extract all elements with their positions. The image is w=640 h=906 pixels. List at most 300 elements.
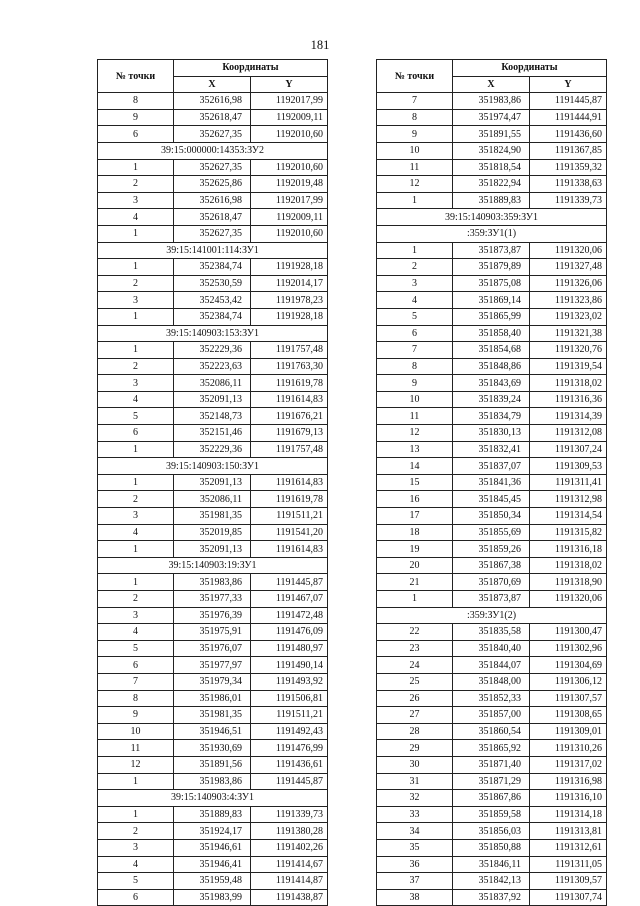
point-number-cell: 2 [98,358,174,375]
y-coordinate-cell: 1191320,06 [530,591,607,608]
x-coordinate-cell: 351976,39 [174,607,251,624]
y-coordinate-cell: 1191316,98 [530,773,607,790]
x-coordinate-cell: 352627,35 [174,159,251,176]
x-coordinate-cell: 351860,54 [453,723,530,740]
y-coordinate-cell: 1191445,87 [530,93,607,110]
y-coordinate-cell: 1191314,39 [530,408,607,425]
table-row [98,624,328,641]
point-number-cell: 33 [377,806,453,823]
point-number-cell: 1 [98,159,174,176]
y-coordinate-cell: 1191359,32 [530,159,607,176]
x-coordinate-cell: 351850,34 [453,508,530,525]
table-row [377,292,607,309]
x-coordinate-cell: 351891,56 [174,756,251,773]
y-coordinate-cell: 1191414,87 [251,873,328,890]
x-coordinate-cell: 351845,45 [453,491,530,508]
table-row [98,839,328,856]
table-row [377,707,607,724]
x-coordinate-cell: 351856,03 [453,823,530,840]
x-coordinate-cell: 351871,40 [453,756,530,773]
table-row [377,458,607,475]
x-coordinate-cell: 351981,35 [174,707,251,724]
table-row [98,657,328,674]
section-title: 39:15:141001:114:ЗУ1 [98,242,328,259]
y-coordinate-cell: 1191339,73 [530,192,607,209]
table-row [377,391,607,408]
point-number-cell: 1 [98,342,174,359]
x-coordinate-cell: 352086,11 [174,491,251,508]
point-number-cell: 4 [98,391,174,408]
point-number-cell: 22 [377,624,453,641]
x-coordinate-cell: 351986,01 [174,690,251,707]
point-number-cell: 12 [377,425,453,442]
y-coordinate-cell: 1191367,85 [530,142,607,159]
x-coordinate-cell: 351841,36 [453,474,530,491]
y-coordinate-cell: 1191327,48 [530,259,607,276]
y-coordinate-cell: 1191309,01 [530,723,607,740]
x-coordinate-cell: 351889,83 [453,192,530,209]
y-coordinate-cell: 1191506,81 [251,690,328,707]
x-coordinate-cell: 351946,51 [174,723,251,740]
x-coordinate-cell: 351858,40 [453,325,530,342]
table-row [98,176,328,193]
section-row [98,242,328,259]
point-number-cell: 4 [98,624,174,641]
y-coordinate-cell: 1191445,87 [251,773,328,790]
y-coordinate-cell: 1191490,14 [251,657,328,674]
y-coordinate-cell: 1191326,06 [530,275,607,292]
table-row [377,142,607,159]
table-row [377,690,607,707]
table-row [377,342,607,359]
point-number-cell: 1 [98,541,174,558]
y-coordinate-cell: 1191511,21 [251,508,328,525]
y-coordinate-cell: 1191438,87 [251,889,328,906]
table-row [377,673,607,690]
point-number-cell: 3 [98,607,174,624]
y-coordinate-cell: 1191300,47 [530,624,607,641]
x-coordinate-cell: 351852,33 [453,690,530,707]
x-coordinate-cell: 351946,41 [174,856,251,873]
x-coordinate-cell: 351873,87 [453,591,530,608]
y-coordinate-cell: 1191318,02 [530,557,607,574]
table-row [377,723,607,740]
x-coordinate-cell: 351981,35 [174,508,251,525]
y-coordinate-cell: 1191480,97 [251,640,328,657]
x-coordinate-cell: 351977,33 [174,591,251,608]
table-row [98,806,328,823]
point-number-cell: 21 [377,574,453,591]
x-coordinate-cell: 351822,94 [453,176,530,193]
y-coordinate-cell: 1191310,26 [530,740,607,757]
point-number-cell: 38 [377,889,453,906]
y-coordinate-cell: 1191307,57 [530,690,607,707]
y-coordinate-cell: 1192010,60 [251,159,328,176]
y-header: Y [530,76,607,93]
y-coordinate-cell: 1191314,18 [530,806,607,823]
x-coordinate-cell: 351889,83 [174,806,251,823]
x-coordinate-cell: 352384,74 [174,259,251,276]
table-row [98,225,328,242]
y-coordinate-cell: 1191313,81 [530,823,607,840]
x-coordinate-cell: 352151,46 [174,425,251,442]
y-coordinate-cell: 1191402,26 [251,839,328,856]
point-number-cell: 23 [377,640,453,657]
point-number-header: № точки [377,60,453,93]
table-body-right [377,93,607,906]
y-coordinate-cell: 1192010,60 [251,225,328,242]
x-coordinate-cell: 351867,38 [453,557,530,574]
table-row [98,126,328,143]
x-coordinate-cell: 351869,14 [453,292,530,309]
point-number-cell: 3 [98,292,174,309]
x-coordinate-cell: 351824,90 [453,142,530,159]
table-row [98,375,328,392]
table-row [377,425,607,442]
point-number-cell: 29 [377,740,453,757]
x-coordinate-cell: 351946,61 [174,839,251,856]
y-coordinate-cell: 1191302,96 [530,640,607,657]
point-number-cell: 5 [98,408,174,425]
point-number-cell: 1 [377,192,453,209]
x-coordinate-cell: 351835,58 [453,624,530,641]
table-row [377,508,607,525]
y-coordinate-cell: 1191306,12 [530,673,607,690]
x-coordinate-cell: 351974,47 [453,109,530,126]
point-number-cell: 25 [377,673,453,690]
y-coordinate-cell: 1191309,57 [530,873,607,890]
point-number-cell: 18 [377,524,453,541]
x-coordinate-cell: 351834,79 [453,408,530,425]
point-number-cell: 19 [377,541,453,558]
y-coordinate-cell: 1191763,30 [251,358,328,375]
point-number-cell: 36 [377,856,453,873]
table-row [377,408,607,425]
section-row [98,142,328,159]
y-coordinate-cell: 1191619,78 [251,491,328,508]
table-row [98,408,328,425]
coordinates-table-left [97,59,328,906]
y-coordinate-cell: 1191619,78 [251,375,328,392]
y-coordinate-cell: 1191316,18 [530,541,607,558]
point-number-cell: 4 [98,524,174,541]
x-coordinate-cell: 351846,11 [453,856,530,873]
table-row [377,159,607,176]
table-row [377,856,607,873]
table-row [98,508,328,525]
y-coordinate-cell: 1191304,69 [530,657,607,674]
table-row [377,740,607,757]
coordinates-table-right [376,59,607,906]
point-number-cell: 17 [377,508,453,525]
point-number-cell: 6 [98,425,174,442]
y-coordinate-cell: 1192014,17 [251,275,328,292]
point-number-cell: 2 [377,259,453,276]
table-row [377,591,607,608]
point-number-cell: 1 [98,225,174,242]
x-coordinate-cell: 351855,69 [453,524,530,541]
y-coordinate-cell: 1191318,90 [530,574,607,591]
x-coordinate-cell: 351976,07 [174,640,251,657]
point-number-cell: 32 [377,790,453,807]
point-number-cell: 10 [377,391,453,408]
point-number-cell: 14 [377,458,453,475]
point-number-cell: 3 [98,508,174,525]
section-title: 39:15:140903:19:ЗУ1 [98,557,328,574]
x-coordinate-cell: 351891,55 [453,126,530,143]
point-number-cell: 3 [98,839,174,856]
point-number-cell: 2 [98,591,174,608]
x-coordinate-cell: 351830,13 [453,425,530,442]
point-number-cell: 7 [377,342,453,359]
table-row [98,591,328,608]
table-row [98,425,328,442]
table-row [377,624,607,641]
table-row [98,441,328,458]
y-coordinate-cell: 1191314,54 [530,508,607,525]
point-number-cell: 10 [98,723,174,740]
table-row [377,93,607,110]
table-row [377,308,607,325]
table-row [377,790,607,807]
point-number-cell: 5 [98,873,174,890]
y-coordinate-cell: 1191338,63 [530,176,607,193]
y-coordinate-cell: 1191317,02 [530,756,607,773]
y-coordinate-cell: 1191676,21 [251,408,328,425]
table-row [98,308,328,325]
point-number-cell: 3 [377,275,453,292]
y-coordinate-cell: 1191308,65 [530,707,607,724]
table-row [377,756,607,773]
point-number-cell: 1 [98,441,174,458]
x-coordinate-cell: 351870,69 [453,574,530,591]
x-coordinate-cell: 351818,54 [453,159,530,176]
section-row [377,209,607,226]
x-coordinate-cell: 352453,42 [174,292,251,309]
x-coordinate-cell: 351859,58 [453,806,530,823]
x-coordinate-cell: 351865,99 [453,308,530,325]
x-coordinate-cell: 351983,99 [174,889,251,906]
y-coordinate-cell: 1191614,83 [251,391,328,408]
section-title: 39:15:140903:4:ЗУ1 [98,790,328,807]
table-row [98,607,328,624]
y-coordinate-cell: 1191978,23 [251,292,328,309]
x-coordinate-cell: 351977,97 [174,657,251,674]
point-number-cell: 1 [98,574,174,591]
table-row [377,657,607,674]
coordinates-header: Координаты [174,60,328,77]
point-number-cell: 8 [98,690,174,707]
x-coordinate-cell: 351848,86 [453,358,530,375]
point-number-cell: 26 [377,690,453,707]
y-coordinate-cell: 1191320,76 [530,342,607,359]
x-coordinate-cell: 351983,86 [174,773,251,790]
point-number-cell: 24 [377,657,453,674]
x-coordinate-cell: 351975,91 [174,624,251,641]
point-number-cell: 15 [377,474,453,491]
y-coordinate-cell: 1191316,36 [530,391,607,408]
x-coordinate-cell: 351875,08 [453,275,530,292]
y-coordinate-cell: 1191476,99 [251,740,328,757]
x-coordinate-cell: 351867,86 [453,790,530,807]
section-title: :359:ЗУ1(1) [377,225,607,242]
point-number-cell: 2 [98,823,174,840]
y-coordinate-cell: 1191472,48 [251,607,328,624]
table-row [98,192,328,209]
y-coordinate-cell: 1192009,11 [251,209,328,226]
x-coordinate-cell: 351840,40 [453,640,530,657]
y-coordinate-cell: 1191444,91 [530,109,607,126]
x-coordinate-cell: 351850,88 [453,839,530,856]
point-number-cell: 6 [98,126,174,143]
table-row [377,275,607,292]
y-coordinate-cell: 1192019,48 [251,176,328,193]
table-row [377,441,607,458]
x-coordinate-cell: 351871,29 [453,773,530,790]
x-coordinate-cell: 352091,13 [174,391,251,408]
y-coordinate-cell: 1191757,48 [251,342,328,359]
y-coordinate-cell: 1191541,20 [251,524,328,541]
section-title: 39:15:000000:14353:ЗУ2 [98,142,328,159]
y-coordinate-cell: 1191436,60 [530,126,607,143]
table-row [98,723,328,740]
point-number-cell: 31 [377,773,453,790]
x-coordinate-cell: 351842,13 [453,873,530,890]
y-coordinate-cell: 1191323,86 [530,292,607,309]
x-coordinate-cell: 352229,36 [174,342,251,359]
y-coordinate-cell: 1191476,09 [251,624,328,641]
section-title: 39:15:140903:153:ЗУ1 [98,325,328,342]
point-number-cell: 27 [377,707,453,724]
y-coordinate-cell: 1191321,38 [530,325,607,342]
point-number-cell: 1 [98,474,174,491]
y-coordinate-cell: 1191414,67 [251,856,328,873]
point-number-cell: 1 [377,242,453,259]
point-number-cell: 2 [98,176,174,193]
y-coordinate-cell: 1191311,41 [530,474,607,491]
y-coordinate-cell: 1191467,07 [251,591,328,608]
table-row [377,375,607,392]
x-coordinate-cell: 352625,86 [174,176,251,193]
x-coordinate-cell: 351843,69 [453,375,530,392]
x-coordinate-cell: 352091,13 [174,541,251,558]
table-row [98,474,328,491]
x-coordinate-cell: 352148,73 [174,408,251,425]
table-row [377,574,607,591]
coordinates-header: Координаты [453,60,607,77]
table-row [377,557,607,574]
section-row [98,458,328,475]
table-row [98,342,328,359]
table-row [98,259,328,276]
point-number-cell: 16 [377,491,453,508]
point-number-cell: 7 [377,93,453,110]
point-number-cell: 1 [98,259,174,276]
y-coordinate-cell: 1191312,61 [530,839,607,856]
table-row [377,358,607,375]
table-row [377,176,607,193]
table-row [377,242,607,259]
y-coordinate-cell: 1191307,74 [530,889,607,906]
y-coordinate-cell: 1191614,83 [251,474,328,491]
y-coordinate-cell: 1191492,43 [251,723,328,740]
x-coordinate-cell: 352223,63 [174,358,251,375]
section-row [377,225,607,242]
y-coordinate-cell: 1191493,92 [251,673,328,690]
y-coordinate-cell: 1191320,06 [530,242,607,259]
y-coordinate-cell: 1191309,53 [530,458,607,475]
point-number-cell: 7 [98,673,174,690]
y-coordinate-cell: 1191757,48 [251,441,328,458]
x-coordinate-cell: 351859,26 [453,541,530,558]
table-row [98,756,328,773]
table-row [98,275,328,292]
point-number-cell: 20 [377,557,453,574]
table-row [98,159,328,176]
y-coordinate-cell: 1191307,24 [530,441,607,458]
x-coordinate-cell: 351844,07 [453,657,530,674]
table-row [377,541,607,558]
point-number-cell: 3 [98,375,174,392]
y-coordinate-cell: 1191315,82 [530,524,607,541]
table-row [377,259,607,276]
table-row [377,109,607,126]
section-title: :359:ЗУ1(2) [377,607,607,624]
section-title: 39:15:140903:150:ЗУ1 [98,458,328,475]
y-coordinate-cell: 1191928,18 [251,259,328,276]
x-coordinate-cell: 351837,92 [453,889,530,906]
table-row [377,873,607,890]
x-coordinate-cell: 351857,00 [453,707,530,724]
table-row [98,673,328,690]
x-coordinate-cell: 352616,98 [174,93,251,110]
point-number-cell: 13 [377,441,453,458]
y-coordinate-cell: 1192017,99 [251,93,328,110]
section-row [98,325,328,342]
table-row [98,541,328,558]
table-row [377,640,607,657]
section-row [98,790,328,807]
y-coordinate-cell: 1191312,98 [530,491,607,508]
x-coordinate-cell: 352616,98 [174,192,251,209]
point-number-cell: 11 [98,740,174,757]
section-row [98,557,328,574]
y-header: Y [251,76,328,93]
x-header: X [174,76,251,93]
table-row [98,109,328,126]
y-coordinate-cell: 1191614,83 [251,541,328,558]
x-coordinate-cell: 351848,00 [453,673,530,690]
x-coordinate-cell: 351924,17 [174,823,251,840]
y-coordinate-cell: 1192010,60 [251,126,328,143]
table-row [377,773,607,790]
x-coordinate-cell: 351930,69 [174,740,251,757]
table-row [377,839,607,856]
y-coordinate-cell: 1191319,54 [530,358,607,375]
point-number-cell: 37 [377,873,453,890]
table-row [98,873,328,890]
page-number: 181 [310,38,330,52]
point-number-cell: 11 [377,408,453,425]
y-coordinate-cell: 1191511,21 [251,707,328,724]
x-coordinate-cell: 351837,07 [453,458,530,475]
y-coordinate-cell: 1192017,99 [251,192,328,209]
table-row [98,823,328,840]
table-row [98,209,328,226]
table-row [98,358,328,375]
x-coordinate-cell: 352627,35 [174,225,251,242]
point-number-cell: 28 [377,723,453,740]
